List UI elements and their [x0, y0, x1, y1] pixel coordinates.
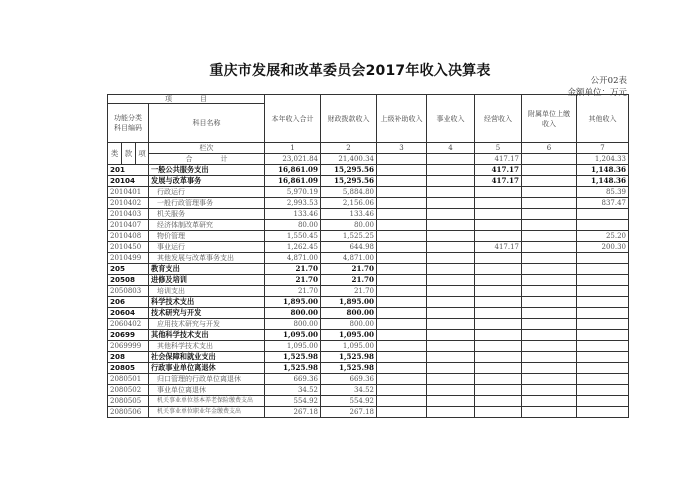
row-code: 2080501: [108, 374, 149, 385]
row-value: [377, 407, 427, 418]
row-value: 1,095.00: [321, 341, 377, 352]
header-row-lanci: [108, 143, 629, 154]
row-value: [377, 231, 427, 242]
row-value: 21.70: [265, 286, 321, 297]
row-value: [427, 396, 475, 407]
row-value: [377, 176, 427, 187]
row-value: 25.20: [577, 231, 629, 242]
row-code: 20604: [108, 308, 149, 319]
row-name: 教育支出: [149, 264, 265, 275]
row-value: [577, 275, 629, 286]
row-value: 644.98: [321, 242, 377, 253]
row-code: 2080506: [108, 407, 149, 418]
row-value: [427, 407, 475, 418]
row-name: 行政运行: [149, 187, 265, 198]
row-value: 21.70: [321, 275, 377, 286]
row-value: [475, 319, 522, 330]
row-code: 201: [108, 165, 149, 176]
row-value: [522, 374, 577, 385]
table-row: [108, 165, 629, 176]
row-value: 5,884.80: [321, 187, 377, 198]
row-code: 2080505: [108, 396, 149, 407]
lanci-header: 栏次: [149, 143, 265, 154]
row-value: [377, 374, 427, 385]
total-value: 21,400.34: [321, 154, 377, 165]
row-name: 行政事业单位离退休: [149, 363, 265, 374]
col-number: 3: [377, 143, 427, 154]
row-value: [427, 352, 475, 363]
row-value: 80.00: [321, 220, 377, 231]
row-code: 2069999: [108, 341, 149, 352]
table-row: [108, 385, 629, 396]
row-value: 16,861.09: [265, 176, 321, 187]
row-value: [522, 198, 577, 209]
row-value: 80.00: [265, 220, 321, 231]
row-value: [475, 385, 522, 396]
row-value: [377, 187, 427, 198]
row-value: 21.70: [265, 264, 321, 275]
amount-unit: 金额单位：万元: [567, 88, 627, 98]
row-value: 34.52: [265, 385, 321, 396]
table-row: [108, 176, 629, 187]
total-value: 1,204.33: [577, 154, 629, 165]
row-value: [522, 286, 577, 297]
row-value: [522, 363, 577, 374]
row-value: [427, 275, 475, 286]
table-row: [108, 319, 629, 330]
row-value: [377, 352, 427, 363]
row-value: 133.46: [321, 209, 377, 220]
row-value: 267.18: [265, 407, 321, 418]
col-number: 4: [427, 143, 475, 154]
row-value: [522, 352, 577, 363]
row-name: 发展与改革事务: [149, 176, 265, 187]
xiang-header: 项: [136, 143, 149, 165]
row-value: 200.30: [577, 242, 629, 253]
row-value: [577, 319, 629, 330]
row-name: 应用技术研究与开发: [149, 319, 265, 330]
row-value: 15,295.56: [321, 176, 377, 187]
row-code: 208: [108, 352, 149, 363]
row-value: 800.00: [321, 319, 377, 330]
row-code: 2060402: [108, 319, 149, 330]
col-header-7: 其他收入: [577, 95, 629, 143]
col-header-2: 财政拨款收入: [321, 95, 377, 143]
table-row: [108, 341, 629, 352]
row-value: [427, 231, 475, 242]
row-value: 1,525.25: [321, 231, 377, 242]
income-table: [107, 94, 629, 418]
col-number: 7: [577, 143, 629, 154]
row-value: [577, 341, 629, 352]
row-value: [475, 330, 522, 341]
row-value: 2,156.06: [321, 198, 377, 209]
col-number: 2: [321, 143, 377, 154]
table-row: [108, 297, 629, 308]
row-value: 133.46: [265, 209, 321, 220]
row-value: [377, 165, 427, 176]
row-code: 2080502: [108, 385, 149, 396]
total-value: 23,021.84: [265, 154, 321, 165]
row-value: 800.00: [265, 319, 321, 330]
row-value: [475, 363, 522, 374]
row-value: [427, 385, 475, 396]
row-value: [522, 242, 577, 253]
row-value: 267.18: [321, 407, 377, 418]
item-header: 项 目: [108, 95, 265, 104]
row-value: [577, 374, 629, 385]
row-value: [377, 385, 427, 396]
row-value: [427, 330, 475, 341]
row-value: [475, 297, 522, 308]
row-value: 417.17: [475, 165, 522, 176]
table-row: [108, 220, 629, 231]
row-value: 1,550.45: [265, 231, 321, 242]
row-value: [522, 231, 577, 242]
row-name: 其他发展与改革事务支出: [149, 253, 265, 264]
row-value: [475, 352, 522, 363]
row-value: [377, 253, 427, 264]
row-value: 417.17: [475, 242, 522, 253]
row-code: 2010403: [108, 209, 149, 220]
col-number: 5: [475, 143, 522, 154]
total-value: [427, 154, 475, 165]
row-name: 其他科学技术支出: [149, 330, 265, 341]
row-value: [475, 231, 522, 242]
row-value: [427, 286, 475, 297]
row-name: 机关事业单位职业年金缴费支出: [149, 407, 265, 418]
row-value: [427, 176, 475, 187]
row-name: 其他科学技术支出: [149, 341, 265, 352]
row-code: 206: [108, 297, 149, 308]
row-value: [475, 286, 522, 297]
row-code: 2010407: [108, 220, 149, 231]
table-row: [108, 330, 629, 341]
table-row: [108, 209, 629, 220]
row-value: [427, 220, 475, 231]
row-value: [427, 165, 475, 176]
row-value: [475, 396, 522, 407]
row-name: 物价管理: [149, 231, 265, 242]
row-value: 85.39: [577, 187, 629, 198]
row-value: 554.92: [321, 396, 377, 407]
row-value: 34.52: [321, 385, 377, 396]
row-name: 培训支出: [149, 286, 265, 297]
row-value: 2,993.53: [265, 198, 321, 209]
name-header: 科目名称: [149, 104, 265, 143]
row-value: [522, 385, 577, 396]
row-value: 1,525.98: [265, 363, 321, 374]
row-value: [377, 286, 427, 297]
row-value: [377, 209, 427, 220]
row-value: [377, 363, 427, 374]
row-value: 800.00: [265, 308, 321, 319]
row-value: [475, 407, 522, 418]
col-header-5: 经营收入: [475, 95, 522, 143]
table-row: [108, 264, 629, 275]
row-value: [427, 198, 475, 209]
row-value: 4,871.00: [321, 253, 377, 264]
row-name: 经济体制改革研究: [149, 220, 265, 231]
total-label: 合 计: [149, 154, 265, 165]
row-value: [577, 297, 629, 308]
row-value: [377, 264, 427, 275]
total-value: [377, 154, 427, 165]
row-value: 4,871.00: [265, 253, 321, 264]
row-code: 2010408: [108, 231, 149, 242]
col-header-6: 附属单位上缴收入: [522, 95, 577, 143]
row-value: 1,525.98: [321, 363, 377, 374]
row-value: [377, 396, 427, 407]
row-value: [577, 253, 629, 264]
row-name: 机关事业单位基本养老保险缴费支出: [149, 396, 265, 407]
row-value: [377, 297, 427, 308]
row-value: [522, 319, 577, 330]
row-value: 1,095.00: [321, 330, 377, 341]
row-value: 15,295.56: [321, 165, 377, 176]
row-value: [475, 209, 522, 220]
table-row: [108, 242, 629, 253]
row-name: 一般公共服务支出: [149, 165, 265, 176]
row-value: [577, 209, 629, 220]
row-value: 5,970.19: [265, 187, 321, 198]
row-value: [377, 275, 427, 286]
row-value: [522, 297, 577, 308]
row-value: [577, 264, 629, 275]
row-name: 社会保障和就业支出: [149, 352, 265, 363]
row-value: [577, 220, 629, 231]
row-code: 20104: [108, 176, 149, 187]
row-value: 669.36: [321, 374, 377, 385]
table-row: [108, 396, 629, 407]
row-value: 837.47: [577, 198, 629, 209]
row-value: [427, 209, 475, 220]
row-value: [427, 363, 475, 374]
row-code: 2050803: [108, 286, 149, 297]
row-code: 2010499: [108, 253, 149, 264]
row-value: [577, 385, 629, 396]
row-code: 20508: [108, 275, 149, 286]
col-number: 6: [522, 143, 577, 154]
col-header-1: 本年收入合计: [265, 95, 321, 143]
table-row: [108, 253, 629, 264]
total-row: [108, 154, 629, 165]
row-name: 一般行政管理事务: [149, 198, 265, 209]
col-header-4: 事业收入: [427, 95, 475, 143]
row-value: [522, 275, 577, 286]
row-code: 2010401: [108, 187, 149, 198]
row-value: [577, 330, 629, 341]
row-value: [377, 330, 427, 341]
table-row: [108, 198, 629, 209]
row-value: [427, 308, 475, 319]
row-value: 417.17: [475, 176, 522, 187]
row-value: [377, 198, 427, 209]
row-value: [427, 187, 475, 198]
row-name: 归口管理的行政单位离退休: [149, 374, 265, 385]
row-name: 进修及培训: [149, 275, 265, 286]
row-value: 554.92: [265, 396, 321, 407]
row-value: [427, 341, 475, 352]
row-value: [427, 264, 475, 275]
table-row: [108, 275, 629, 286]
row-value: [577, 308, 629, 319]
table-row: [108, 363, 629, 374]
row-value: 16,861.09: [265, 165, 321, 176]
row-code: 20805: [108, 363, 149, 374]
row-value: [522, 165, 577, 176]
row-value: 21.70: [321, 286, 377, 297]
table-row: [108, 231, 629, 242]
row-value: [377, 308, 427, 319]
table-row: [108, 374, 629, 385]
row-value: 1,525.98: [265, 352, 321, 363]
row-name: 科学技术支出: [149, 297, 265, 308]
row-value: [427, 297, 475, 308]
table-row: [108, 352, 629, 363]
code-header: 功能分类科目编码: [108, 104, 149, 143]
total-value: [522, 154, 577, 165]
row-code: 2010402: [108, 198, 149, 209]
row-name: 事业运行: [149, 242, 265, 253]
row-code: 2010450: [108, 242, 149, 253]
row-value: [522, 264, 577, 275]
row-value: [475, 220, 522, 231]
row-value: 1,148.36: [577, 165, 629, 176]
header-row-item: [108, 95, 629, 104]
row-value: [577, 286, 629, 297]
col-number: 1: [265, 143, 321, 154]
table-row: [108, 407, 629, 418]
row-value: [522, 341, 577, 352]
row-value: [427, 253, 475, 264]
row-value: [522, 209, 577, 220]
row-value: 800.00: [321, 308, 377, 319]
row-value: [522, 220, 577, 231]
row-value: [522, 187, 577, 198]
document-title: 重庆市发展和改革委员会2017年收入决算表: [209, 63, 491, 79]
row-name: 技术研究与开发: [149, 308, 265, 319]
row-name: 事业单位离退休: [149, 385, 265, 396]
row-value: 1,525.98: [321, 352, 377, 363]
row-name: 机关服务: [149, 209, 265, 220]
row-value: [522, 396, 577, 407]
row-value: 1,148.36: [577, 176, 629, 187]
row-value: [377, 341, 427, 352]
row-code: 20699: [108, 330, 149, 341]
row-value: [577, 407, 629, 418]
row-value: [577, 396, 629, 407]
row-value: 1,095.00: [265, 330, 321, 341]
form-number: 公开02表: [590, 76, 627, 86]
row-value: [522, 253, 577, 264]
row-value: [577, 363, 629, 374]
row-value: 1,895.00: [321, 297, 377, 308]
row-value: [522, 407, 577, 418]
row-value: 1,095.00: [265, 341, 321, 352]
row-value: [377, 242, 427, 253]
table-row: [108, 308, 629, 319]
row-value: [522, 330, 577, 341]
row-value: 21.70: [265, 275, 321, 286]
row-value: [377, 220, 427, 231]
row-value: [475, 308, 522, 319]
row-value: [427, 242, 475, 253]
row-value: [475, 341, 522, 352]
row-value: [475, 374, 522, 385]
row-value: [522, 176, 577, 187]
kuan-header: 款: [122, 143, 136, 165]
row-value: [475, 275, 522, 286]
row-value: [427, 374, 475, 385]
row-value: 21.70: [321, 264, 377, 275]
row-value: 1,895.00: [265, 297, 321, 308]
row-value: 669.36: [265, 374, 321, 385]
row-value: [522, 308, 577, 319]
lei-header: 类: [108, 143, 122, 165]
row-code: 205: [108, 264, 149, 275]
row-value: [475, 264, 522, 275]
row-value: [475, 198, 522, 209]
total-value: 417.17: [475, 154, 522, 165]
table-row: [108, 187, 629, 198]
row-value: 1,262.45: [265, 242, 321, 253]
row-value: [427, 319, 475, 330]
col-header-3: 上级补助收入: [377, 95, 427, 143]
table-row: [108, 286, 629, 297]
row-value: [577, 352, 629, 363]
row-value: [475, 253, 522, 264]
row-value: [377, 319, 427, 330]
row-value: [475, 187, 522, 198]
